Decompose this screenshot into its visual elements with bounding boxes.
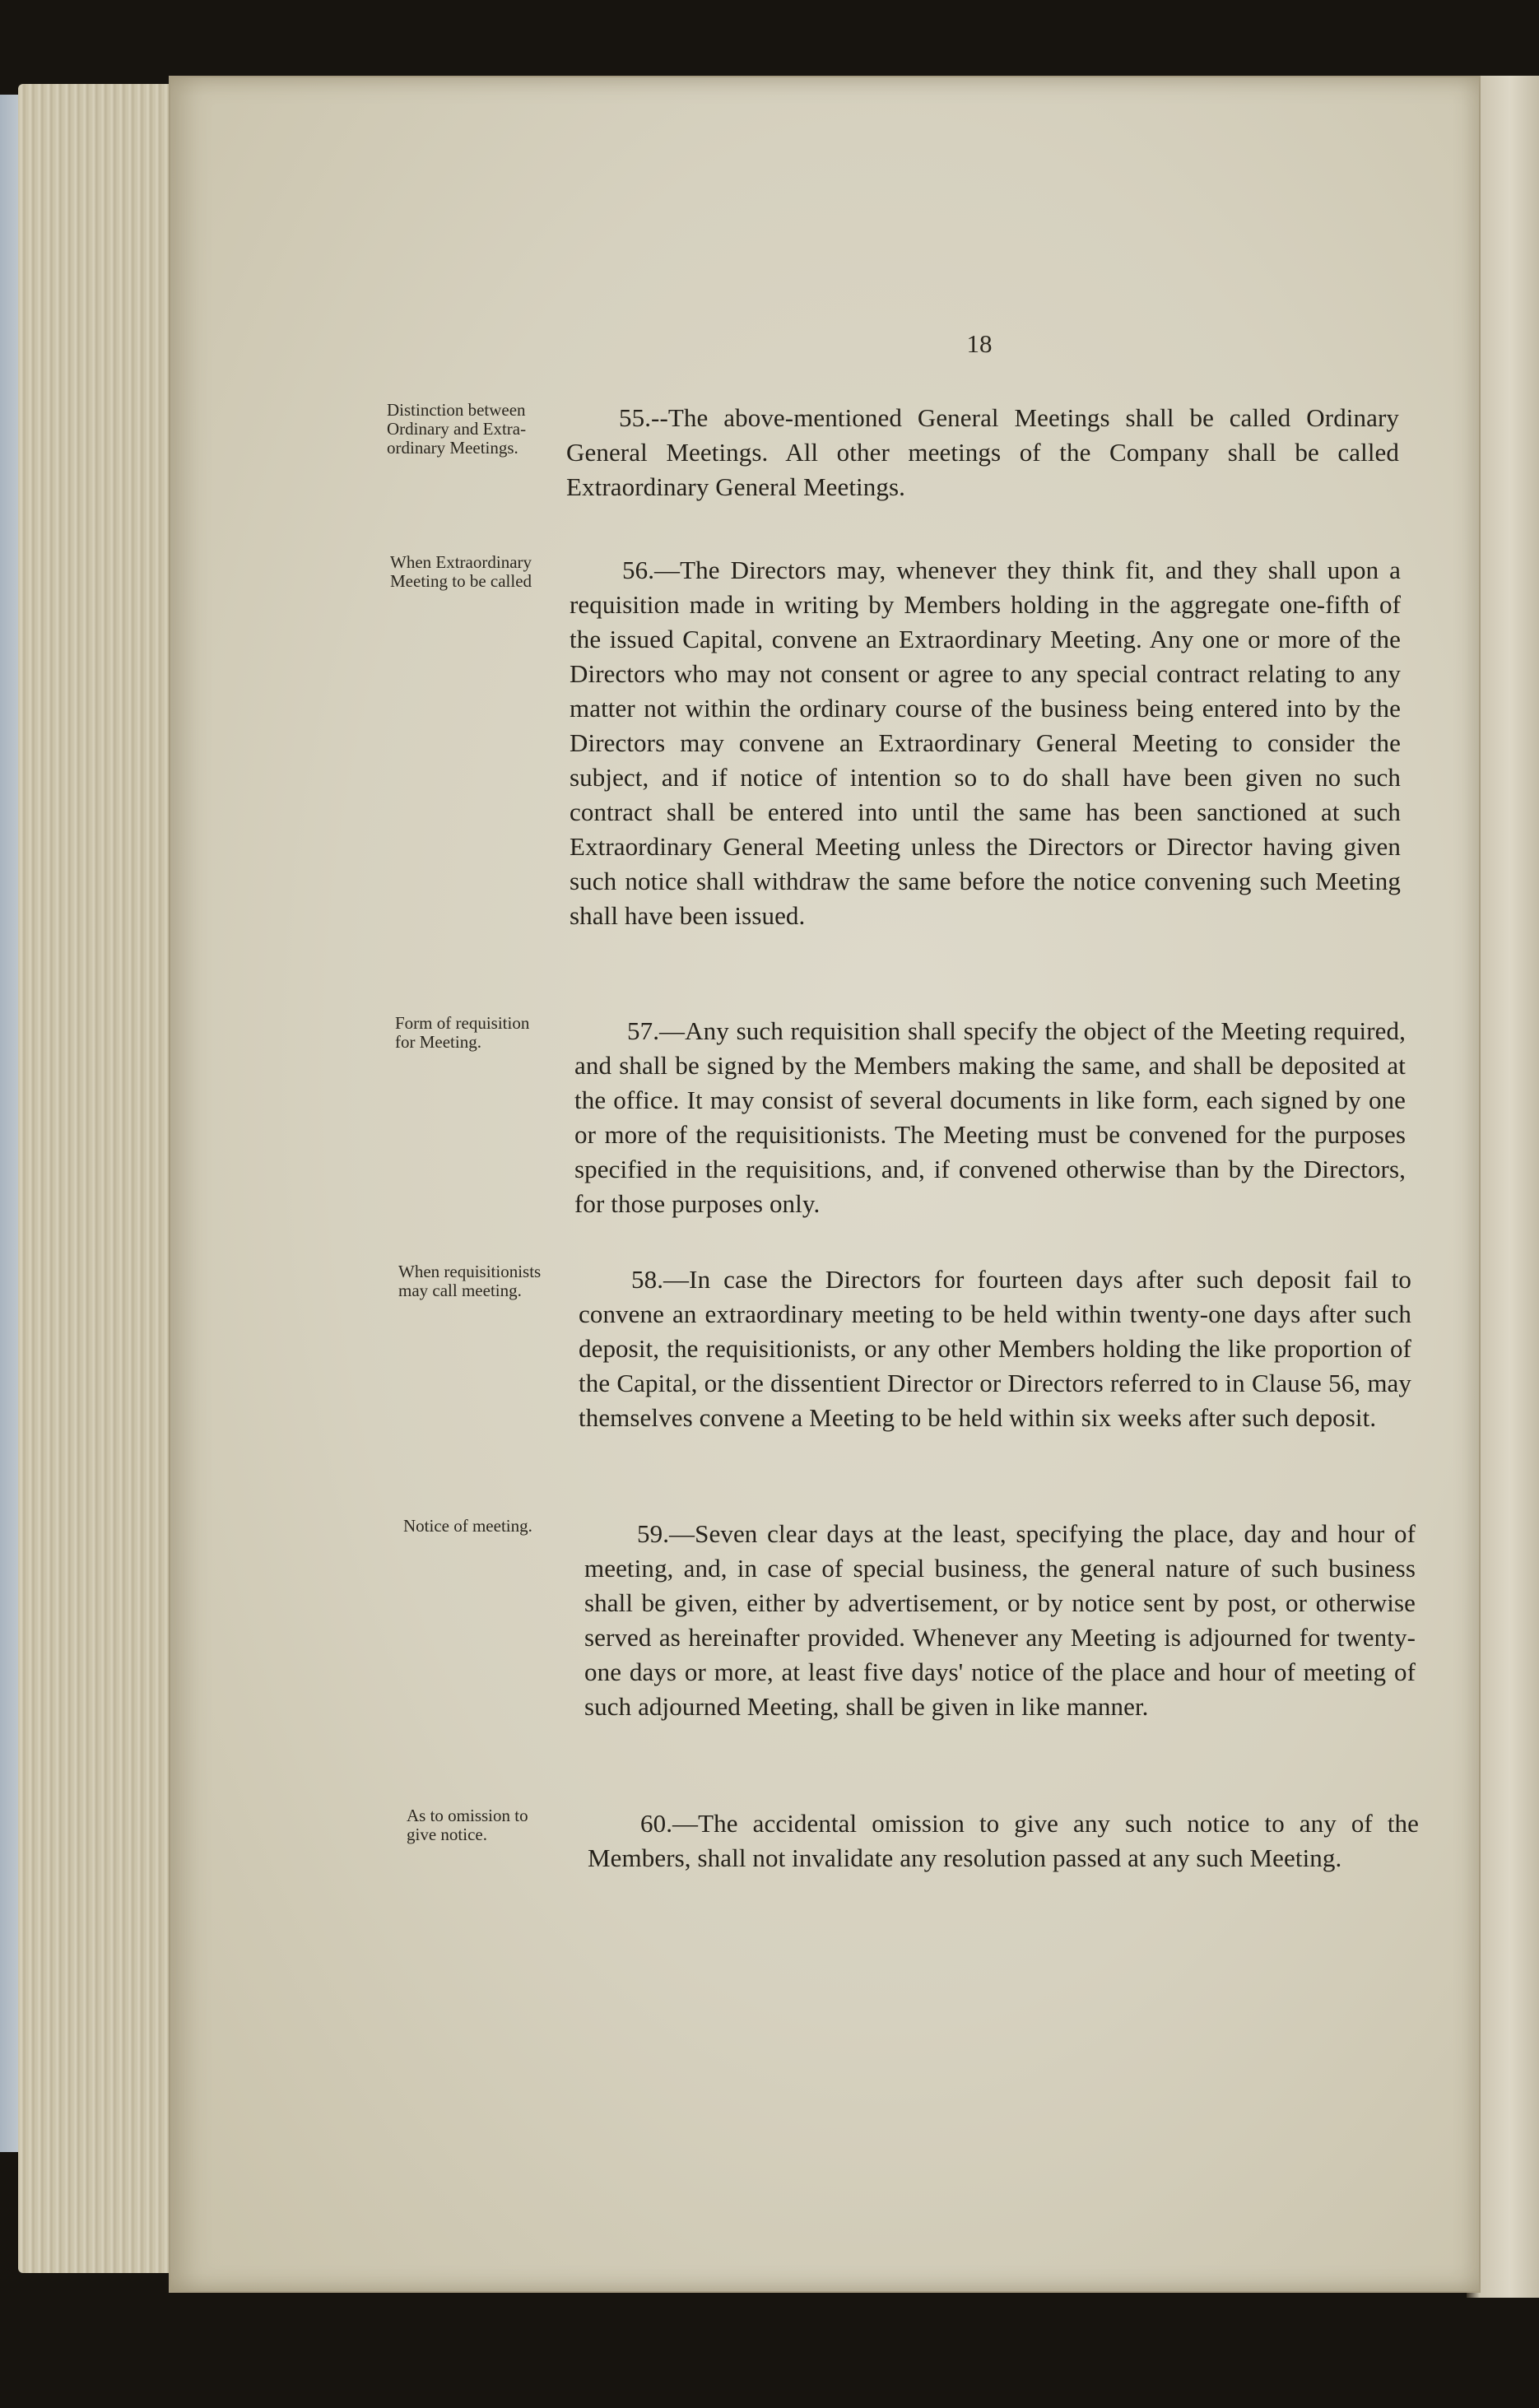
margin-note: Form of requisition for Meeting. — [395, 1013, 530, 1052]
margin-note: Notice of meeting. — [403, 1516, 532, 1536]
margin-note: As to omission to give notice. — [407, 1806, 528, 1844]
margin-note: When requisitionists may call meeting. — [398, 1262, 542, 1300]
clause-text: 55.--The above-mentioned General Meetings shall be called Ordinary General Meetings. All other meetings of the Company shall be called Extraordinary General Meetings. — [566, 403, 1399, 501]
clause-text: 58.—In case the Directors for fourteen days after such deposit fail to convene an extraordinary meeting to be held within twenty-one days after such deposit, the requisitionists, or any other Members holding the like proportion of the Capital, or the dissentient Director or Directors referred to in Clause 56, may themselves convene a Meeting to be held within six weeks after such deposit. — [579, 1265, 1411, 1432]
margin-note: Distinction between Ordinary and Extra- ordinary Meetings. — [387, 400, 527, 458]
clause-text: 59.—Seven clear days at the least, specifying the place, day and hour of meeting, and, in case of special business, the general nature of such business shall be given, either by advertisement, or by notice sent by post, or otherwise served as hereinafter provided. Whenever any Meeting is adjourned for twenty-one days or more, at least five days' notice of the place and hour of meeting of such adjourned Meeting, shall be given in like manner. — [584, 1519, 1416, 1721]
margin-note: When Extraordinary Meeting to be called — [390, 552, 532, 591]
clause-text: 57.—Any such requisition shall specify the object of the Meeting required, and shall be signed by the Members making the same, and shall be deposited at the office. It may consist of several documents in like form, each signed by one or more of the requisitionists. The Meeting must be convened for the purposes specified in the requisitions, and, if convened otherwise than by the Directors, for those purposes only. — [574, 1016, 1406, 1218]
page-number: 18 — [966, 329, 993, 358]
clause-text: 56.—The Directors may, whenever they think fit, and they shall upon a requisition made in writing by Members holding in the aggregate one-fifth of the issued Capital, convene an Extraordinary Meeting. Any one or more of the Directors who may not consent or agree to any special contract relating to any matter not within the ordinary course of the business being entered into by the Directors may convene an Extraordinary General Meeting to consider the subject, and if notice of intention so to do shall have been given no such contract shall be entered into until the same has been sanctioned at such Extraordinary General Meeting unless the Directors or Director having given such notice shall withdraw the same before the notice convening such Meeting shall have been issued. — [570, 556, 1401, 930]
page-stack-edge — [18, 84, 191, 2273]
clause-text: 60.—The accidental omission to give any such notice to any of the Members, shall not invalidate any resolution passed at any such Meeting. — [588, 1809, 1419, 1872]
